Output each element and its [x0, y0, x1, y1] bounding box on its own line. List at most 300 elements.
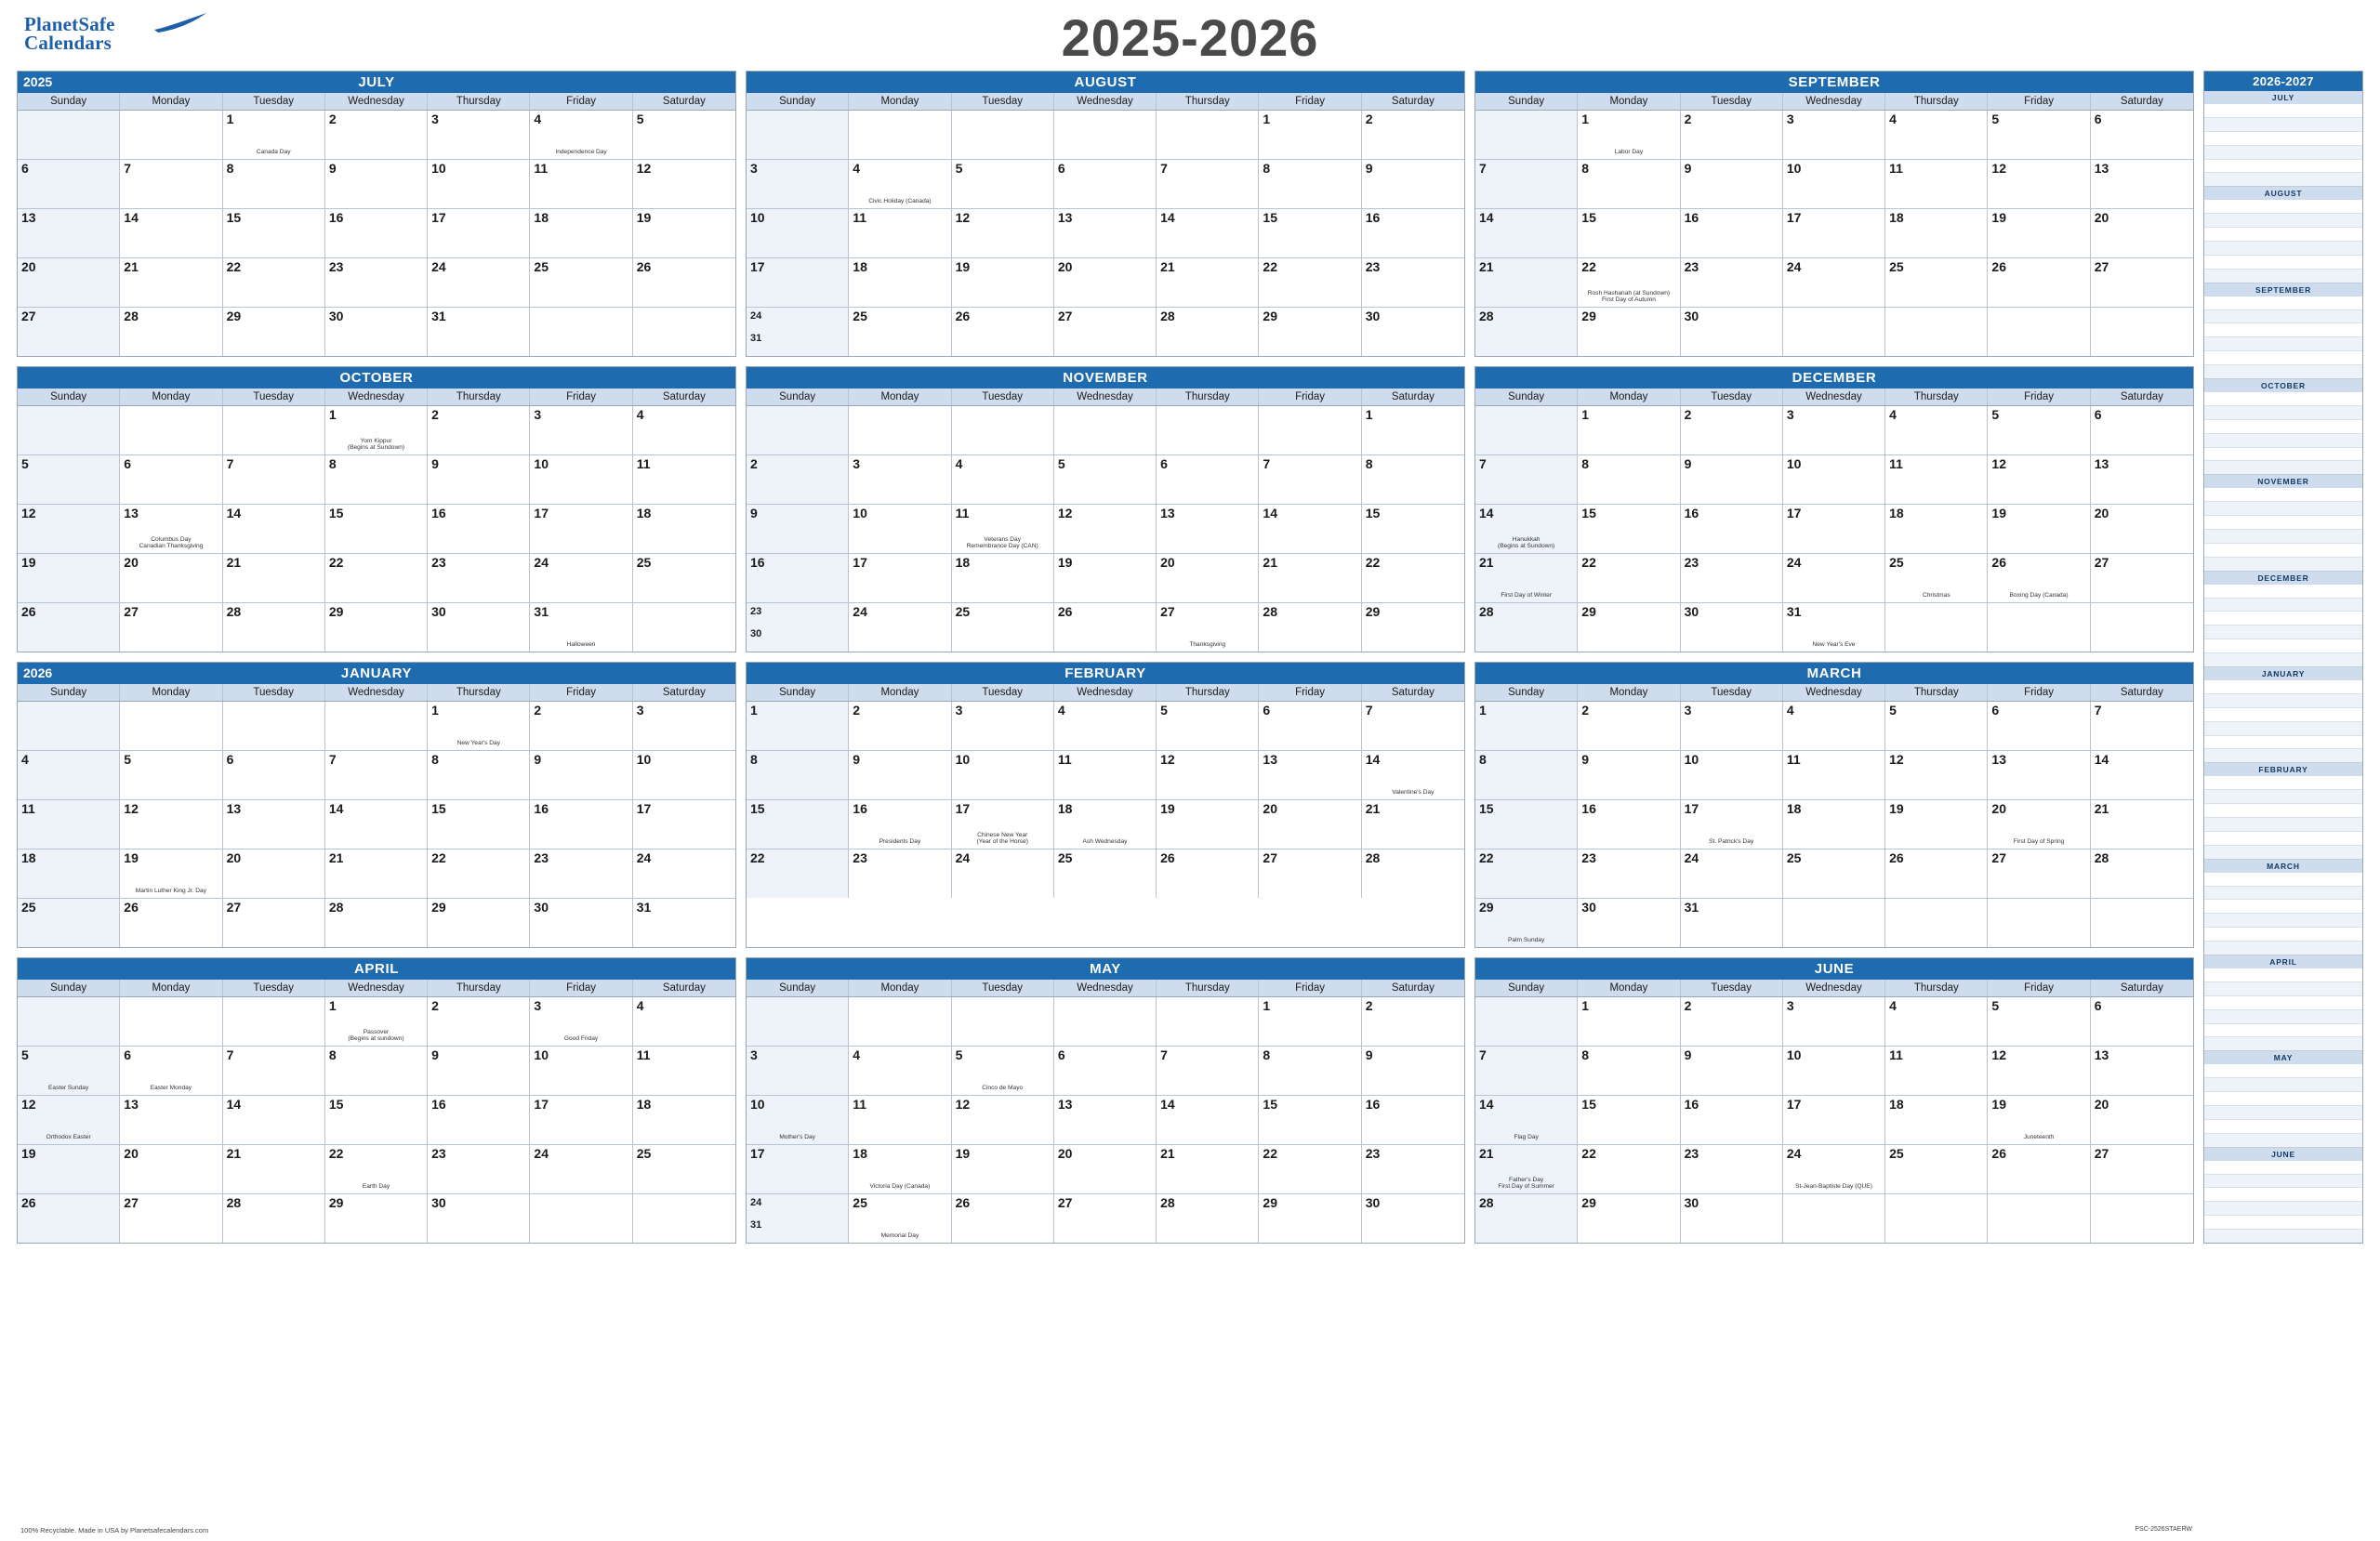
day-cell[interactable]	[1157, 702, 1259, 750]
day-cell[interactable]	[633, 209, 735, 257]
day-cell[interactable]	[530, 899, 632, 947]
day-cell[interactable]	[747, 111, 849, 159]
day-cell[interactable]	[120, 751, 222, 799]
day-cell[interactable]	[633, 455, 735, 504]
day-cell[interactable]	[1259, 850, 1361, 898]
day-cell[interactable]	[849, 1047, 951, 1095]
day-cell[interactable]	[1157, 751, 1259, 799]
day-cell[interactable]	[18, 111, 120, 159]
rail-note-line[interactable]	[2204, 1134, 2362, 1147]
rail-note-line[interactable]	[2204, 1120, 2362, 1134]
day-cell[interactable]	[633, 111, 735, 159]
day-cell[interactable]	[849, 209, 951, 257]
rail-note-line[interactable]	[2204, 296, 2362, 310]
day-cell[interactable]	[1783, 1194, 1885, 1243]
day-cell[interactable]	[1259, 258, 1361, 307]
day-cell[interactable]	[1885, 1145, 1988, 1193]
day-cell[interactable]	[1157, 603, 1259, 652]
day-cell[interactable]	[120, 800, 222, 849]
day-cell[interactable]	[223, 160, 325, 208]
day-cell[interactable]	[2091, 751, 2193, 799]
day-cell[interactable]	[1259, 209, 1361, 257]
day-cell[interactable]	[1681, 455, 1783, 504]
day-cell[interactable]	[633, 1047, 735, 1095]
day-cell[interactable]	[1783, 308, 1885, 356]
day-cell[interactable]	[1988, 800, 2090, 849]
day-cell[interactable]	[1157, 997, 1259, 1046]
day-cell[interactable]	[530, 209, 632, 257]
day-cell[interactable]	[633, 1194, 735, 1243]
day-cell[interactable]	[18, 751, 120, 799]
rail-note-line[interactable]	[2204, 323, 2362, 337]
day-cell[interactable]	[747, 406, 849, 454]
day-cell[interactable]	[120, 1194, 222, 1243]
day-cell[interactable]	[1885, 209, 1988, 257]
rail-note-line[interactable]	[2204, 1024, 2362, 1038]
day-cell[interactable]	[2091, 603, 2193, 652]
day-cell[interactable]	[2091, 1145, 2193, 1193]
day-cell[interactable]	[1362, 554, 1464, 602]
day-cell[interactable]	[18, 308, 120, 356]
day-cell[interactable]	[1054, 800, 1157, 849]
day-cell[interactable]	[1988, 899, 2090, 947]
day-cell[interactable]	[747, 308, 849, 356]
day-cell[interactable]	[1362, 1096, 1464, 1144]
day-cell[interactable]	[1988, 455, 2090, 504]
day-cell[interactable]	[18, 554, 120, 602]
day-cell[interactable]	[325, 899, 428, 947]
day-cell[interactable]	[1783, 111, 1885, 159]
day-cell[interactable]	[1885, 505, 1988, 553]
rail-note-lines[interactable]	[2204, 1161, 2362, 1243]
day-cell[interactable]	[747, 800, 849, 849]
day-cell[interactable]	[1578, 258, 1680, 307]
day-cell[interactable]	[1885, 554, 1988, 602]
rail-note-line[interactable]	[2204, 200, 2362, 214]
day-cell[interactable]	[18, 505, 120, 553]
day-cell[interactable]	[1783, 258, 1885, 307]
day-cell[interactable]	[2091, 1096, 2193, 1144]
day-cell[interactable]	[428, 1096, 530, 1144]
day-cell[interactable]	[1578, 899, 1680, 947]
day-cell[interactable]	[952, 554, 1054, 602]
rail-note-line[interactable]	[2204, 1064, 2362, 1078]
day-cell[interactable]	[1054, 554, 1157, 602]
day-cell[interactable]	[1157, 455, 1259, 504]
day-cell[interactable]	[1157, 111, 1259, 159]
day-cell[interactable]	[1783, 702, 1885, 750]
day-cell[interactable]	[633, 160, 735, 208]
rail-note-line[interactable]	[2204, 996, 2362, 1010]
day-cell[interactable]	[849, 406, 951, 454]
day-cell[interactable]	[18, 850, 120, 898]
day-cell[interactable]	[952, 850, 1054, 898]
day-cell[interactable]	[1475, 160, 1578, 208]
day-cell[interactable]	[1988, 751, 2090, 799]
day-cell[interactable]	[1578, 751, 1680, 799]
day-cell[interactable]	[849, 800, 951, 849]
day-cell[interactable]	[223, 850, 325, 898]
day-cell[interactable]	[325, 997, 428, 1046]
day-cell[interactable]	[1885, 160, 1988, 208]
day-cell[interactable]	[1054, 1047, 1157, 1095]
day-cell[interactable]	[1578, 1096, 1680, 1144]
day-cell[interactable]	[633, 800, 735, 849]
day-cell[interactable]	[747, 702, 849, 750]
day-cell[interactable]	[1259, 308, 1361, 356]
day-cell[interactable]	[325, 406, 428, 454]
day-cell[interactable]	[1054, 111, 1157, 159]
day-cell[interactable]	[1475, 997, 1578, 1046]
day-cell[interactable]	[1578, 850, 1680, 898]
rail-note-line[interactable]	[2204, 351, 2362, 365]
day-cell[interactable]	[1681, 308, 1783, 356]
day-cell[interactable]	[1578, 406, 1680, 454]
day-cell[interactable]	[633, 603, 735, 652]
rail-note-lines[interactable]	[2204, 1064, 2362, 1146]
day-cell[interactable]	[633, 899, 735, 947]
day-cell[interactable]	[1578, 160, 1680, 208]
day-cell[interactable]	[120, 258, 222, 307]
rail-note-line[interactable]	[2204, 914, 2362, 928]
day-cell[interactable]	[1157, 209, 1259, 257]
day-cell[interactable]	[1054, 850, 1157, 898]
day-cell[interactable]	[1681, 160, 1783, 208]
day-cell[interactable]	[18, 997, 120, 1046]
day-cell[interactable]	[1681, 850, 1783, 898]
day-cell[interactable]	[2091, 850, 2193, 898]
day-cell[interactable]	[1988, 603, 2090, 652]
day-cell[interactable]	[1475, 800, 1578, 849]
day-cell[interactable]	[1988, 997, 2090, 1046]
day-cell[interactable]	[18, 160, 120, 208]
day-cell[interactable]	[1988, 1145, 2090, 1193]
day-cell[interactable]	[530, 554, 632, 602]
day-cell[interactable]	[428, 406, 530, 454]
day-cell[interactable]	[1259, 751, 1361, 799]
day-cell[interactable]	[1783, 505, 1885, 553]
rail-note-line[interactable]	[2204, 392, 2362, 406]
day-cell[interactable]	[952, 1047, 1054, 1095]
day-cell[interactable]	[1681, 258, 1783, 307]
day-cell[interactable]	[325, 1194, 428, 1243]
day-cell[interactable]	[428, 899, 530, 947]
day-cell[interactable]	[428, 209, 530, 257]
rail-note-line[interactable]	[2204, 1188, 2362, 1202]
rail-note-line[interactable]	[2204, 639, 2362, 653]
day-cell[interactable]	[428, 160, 530, 208]
day-cell[interactable]	[223, 1096, 325, 1144]
day-cell[interactable]	[633, 505, 735, 553]
rail-note-line[interactable]	[2204, 873, 2362, 887]
day-cell[interactable]	[18, 899, 120, 947]
day-cell[interactable]	[1054, 1194, 1157, 1243]
day-cell[interactable]	[1259, 1145, 1361, 1193]
day-cell[interactable]	[1681, 702, 1783, 750]
day-cell[interactable]	[1885, 997, 1988, 1046]
day-cell[interactable]	[1475, 603, 1578, 652]
day-cell[interactable]	[1362, 997, 1464, 1046]
day-cell[interactable]	[1362, 209, 1464, 257]
day-cell[interactable]	[1362, 702, 1464, 750]
day-cell[interactable]	[1054, 751, 1157, 799]
day-cell[interactable]	[1475, 308, 1578, 356]
day-cell[interactable]	[223, 554, 325, 602]
rail-note-line[interactable]	[2204, 626, 2362, 639]
day-cell[interactable]	[223, 702, 325, 750]
day-cell[interactable]	[1157, 258, 1259, 307]
day-cell[interactable]	[849, 1194, 951, 1243]
day-cell[interactable]	[633, 308, 735, 356]
day-cell[interactable]	[325, 603, 428, 652]
day-cell[interactable]	[1988, 406, 2090, 454]
day-cell[interactable]	[2091, 209, 2193, 257]
day-cell[interactable]	[849, 603, 951, 652]
day-cell[interactable]	[325, 209, 428, 257]
day-cell[interactable]	[1681, 1047, 1783, 1095]
day-cell[interactable]	[952, 997, 1054, 1046]
day-cell[interactable]	[18, 800, 120, 849]
day-cell[interactable]	[325, 1096, 428, 1144]
rail-note-line[interactable]	[2204, 942, 2362, 955]
day-cell[interactable]	[1681, 997, 1783, 1046]
day-cell[interactable]	[120, 111, 222, 159]
day-cell[interactable]	[1054, 308, 1157, 356]
day-cell[interactable]	[530, 1096, 632, 1144]
day-cell[interactable]	[849, 997, 951, 1046]
day-cell[interactable]	[849, 455, 951, 504]
day-cell[interactable]	[18, 406, 120, 454]
day-cell[interactable]	[747, 455, 849, 504]
day-cell[interactable]	[849, 850, 951, 898]
day-cell[interactable]	[1054, 603, 1157, 652]
rail-note-line[interactable]	[2204, 420, 2362, 434]
rail-note-lines[interactable]	[2204, 104, 2362, 186]
day-cell[interactable]	[1681, 554, 1783, 602]
day-cell[interactable]	[2091, 1194, 2193, 1243]
day-cell[interactable]	[1578, 603, 1680, 652]
day-cell[interactable]	[223, 800, 325, 849]
day-cell[interactable]	[1885, 111, 1988, 159]
day-cell[interactable]	[1054, 406, 1157, 454]
rail-note-line[interactable]	[2204, 749, 2362, 762]
rail-note-line[interactable]	[2204, 118, 2362, 132]
day-cell[interactable]	[633, 850, 735, 898]
day-cell[interactable]	[428, 751, 530, 799]
rail-note-lines[interactable]	[2204, 392, 2362, 474]
day-cell[interactable]	[428, 258, 530, 307]
day-cell[interactable]	[223, 899, 325, 947]
day-cell[interactable]	[1362, 455, 1464, 504]
day-cell[interactable]	[1475, 1194, 1578, 1243]
day-cell[interactable]	[1362, 1047, 1464, 1095]
day-cell[interactable]	[1885, 406, 1988, 454]
day-cell[interactable]	[1157, 1145, 1259, 1193]
day-cell[interactable]	[849, 1145, 951, 1193]
rail-note-line[interactable]	[2204, 214, 2362, 228]
day-cell[interactable]	[1578, 702, 1680, 750]
day-cell[interactable]	[1259, 997, 1361, 1046]
day-cell[interactable]	[1783, 554, 1885, 602]
day-cell[interactable]	[1988, 111, 2090, 159]
day-cell[interactable]	[18, 1145, 120, 1193]
rail-note-lines[interactable]	[2204, 968, 2362, 1050]
day-cell[interactable]	[1885, 603, 1988, 652]
day-cell[interactable]	[1783, 899, 1885, 947]
day-cell[interactable]	[952, 603, 1054, 652]
day-cell[interactable]	[1362, 1145, 1464, 1193]
day-cell[interactable]	[120, 554, 222, 602]
rail-note-line[interactable]	[2204, 818, 2362, 832]
rail-note-line[interactable]	[2204, 653, 2362, 666]
day-cell[interactable]	[1578, 209, 1680, 257]
day-cell[interactable]	[1259, 111, 1361, 159]
day-cell[interactable]	[120, 1145, 222, 1193]
day-cell[interactable]	[1578, 111, 1680, 159]
rail-note-line[interactable]	[2204, 502, 2362, 516]
day-cell[interactable]	[530, 111, 632, 159]
day-cell[interactable]	[1885, 751, 1988, 799]
rail-note-line[interactable]	[2204, 585, 2362, 599]
rail-note-line[interactable]	[2204, 242, 2362, 256]
day-cell[interactable]	[428, 554, 530, 602]
day-cell[interactable]	[428, 702, 530, 750]
day-cell[interactable]	[1157, 800, 1259, 849]
day-cell[interactable]	[1259, 1194, 1361, 1243]
day-cell[interactable]	[1988, 1047, 2090, 1095]
day-cell[interactable]	[849, 160, 951, 208]
day-cell[interactable]	[120, 1047, 222, 1095]
day-cell[interactable]	[325, 1047, 428, 1095]
day-cell[interactable]	[428, 997, 530, 1046]
day-cell[interactable]	[1362, 800, 1464, 849]
day-cell[interactable]	[1988, 1096, 2090, 1144]
day-cell[interactable]	[1885, 1047, 1988, 1095]
rail-note-line[interactable]	[2204, 558, 2362, 571]
day-cell[interactable]	[1475, 258, 1578, 307]
day-cell[interactable]	[223, 751, 325, 799]
day-cell[interactable]	[428, 505, 530, 553]
rail-note-lines[interactable]	[2204, 776, 2362, 858]
rail-note-line[interactable]	[2204, 846, 2362, 859]
day-cell[interactable]	[1681, 899, 1783, 947]
rail-note-line[interactable]	[2204, 1010, 2362, 1024]
day-cell[interactable]	[1783, 603, 1885, 652]
day-cell[interactable]	[747, 1047, 849, 1095]
day-cell[interactable]	[952, 1145, 1054, 1193]
day-cell[interactable]	[530, 751, 632, 799]
day-cell[interactable]	[1362, 1194, 1464, 1243]
day-cell[interactable]	[747, 160, 849, 208]
day-cell[interactable]	[18, 702, 120, 750]
day-cell[interactable]	[1259, 505, 1361, 553]
day-cell[interactable]	[1475, 751, 1578, 799]
day-cell[interactable]	[1475, 702, 1578, 750]
day-cell[interactable]	[428, 800, 530, 849]
day-cell[interactable]	[1578, 455, 1680, 504]
rail-note-line[interactable]	[2204, 900, 2362, 914]
day-cell[interactable]	[1988, 160, 2090, 208]
day-cell[interactable]	[530, 1145, 632, 1193]
day-cell[interactable]	[428, 308, 530, 356]
day-cell[interactable]	[747, 1194, 849, 1243]
day-cell[interactable]	[2091, 160, 2193, 208]
rail-note-line[interactable]	[2204, 694, 2362, 708]
day-cell[interactable]	[1681, 111, 1783, 159]
day-cell[interactable]	[120, 160, 222, 208]
day-cell[interactable]	[1885, 258, 1988, 307]
day-cell[interactable]	[325, 455, 428, 504]
day-cell[interactable]	[1157, 1047, 1259, 1095]
day-cell[interactable]	[1578, 308, 1680, 356]
day-cell[interactable]	[1259, 1096, 1361, 1144]
day-cell[interactable]	[1259, 603, 1361, 652]
day-cell[interactable]	[849, 258, 951, 307]
rail-note-line[interactable]	[2204, 612, 2362, 626]
day-cell[interactable]	[1578, 1145, 1680, 1193]
day-cell[interactable]	[1783, 406, 1885, 454]
day-cell[interactable]	[1157, 1194, 1259, 1243]
rail-note-line[interactable]	[2204, 406, 2362, 420]
day-cell[interactable]	[1362, 160, 1464, 208]
day-cell[interactable]	[1054, 160, 1157, 208]
day-cell[interactable]	[530, 160, 632, 208]
day-cell[interactable]	[325, 850, 428, 898]
day-cell[interactable]	[952, 111, 1054, 159]
day-cell[interactable]	[1475, 111, 1578, 159]
day-cell[interactable]	[325, 308, 428, 356]
day-cell[interactable]	[223, 505, 325, 553]
rail-note-lines[interactable]	[2204, 680, 2362, 762]
day-cell[interactable]	[849, 308, 951, 356]
day-cell[interactable]	[1681, 505, 1783, 553]
day-cell[interactable]	[1578, 1047, 1680, 1095]
day-cell[interactable]	[1362, 111, 1464, 159]
day-cell[interactable]	[2091, 800, 2193, 849]
rail-note-line[interactable]	[2204, 132, 2362, 146]
day-cell[interactable]	[1157, 160, 1259, 208]
day-cell[interactable]	[18, 258, 120, 307]
day-cell[interactable]	[325, 554, 428, 602]
day-cell[interactable]	[1988, 209, 2090, 257]
day-cell[interactable]	[1259, 702, 1361, 750]
day-cell[interactable]	[530, 258, 632, 307]
day-cell[interactable]	[2091, 258, 2193, 307]
day-cell[interactable]	[325, 160, 428, 208]
day-cell[interactable]	[223, 209, 325, 257]
rail-note-line[interactable]	[2204, 722, 2362, 736]
day-cell[interactable]	[952, 209, 1054, 257]
rail-note-line[interactable]	[2204, 1078, 2362, 1092]
rail-note-lines[interactable]	[2204, 200, 2362, 282]
day-cell[interactable]	[747, 1145, 849, 1193]
day-cell[interactable]	[530, 850, 632, 898]
day-cell[interactable]	[120, 455, 222, 504]
day-cell[interactable]	[1783, 1047, 1885, 1095]
day-cell[interactable]	[1885, 850, 1988, 898]
rail-note-lines[interactable]	[2204, 488, 2362, 570]
day-cell[interactable]	[1783, 751, 1885, 799]
day-cell[interactable]	[1475, 1096, 1578, 1144]
day-cell[interactable]	[325, 505, 428, 553]
day-cell[interactable]	[747, 554, 849, 602]
day-cell[interactable]	[747, 258, 849, 307]
day-cell[interactable]	[325, 702, 428, 750]
rail-note-line[interactable]	[2204, 1202, 2362, 1216]
day-cell[interactable]	[2091, 308, 2193, 356]
rail-note-line[interactable]	[2204, 776, 2362, 790]
day-cell[interactable]	[1885, 308, 1988, 356]
